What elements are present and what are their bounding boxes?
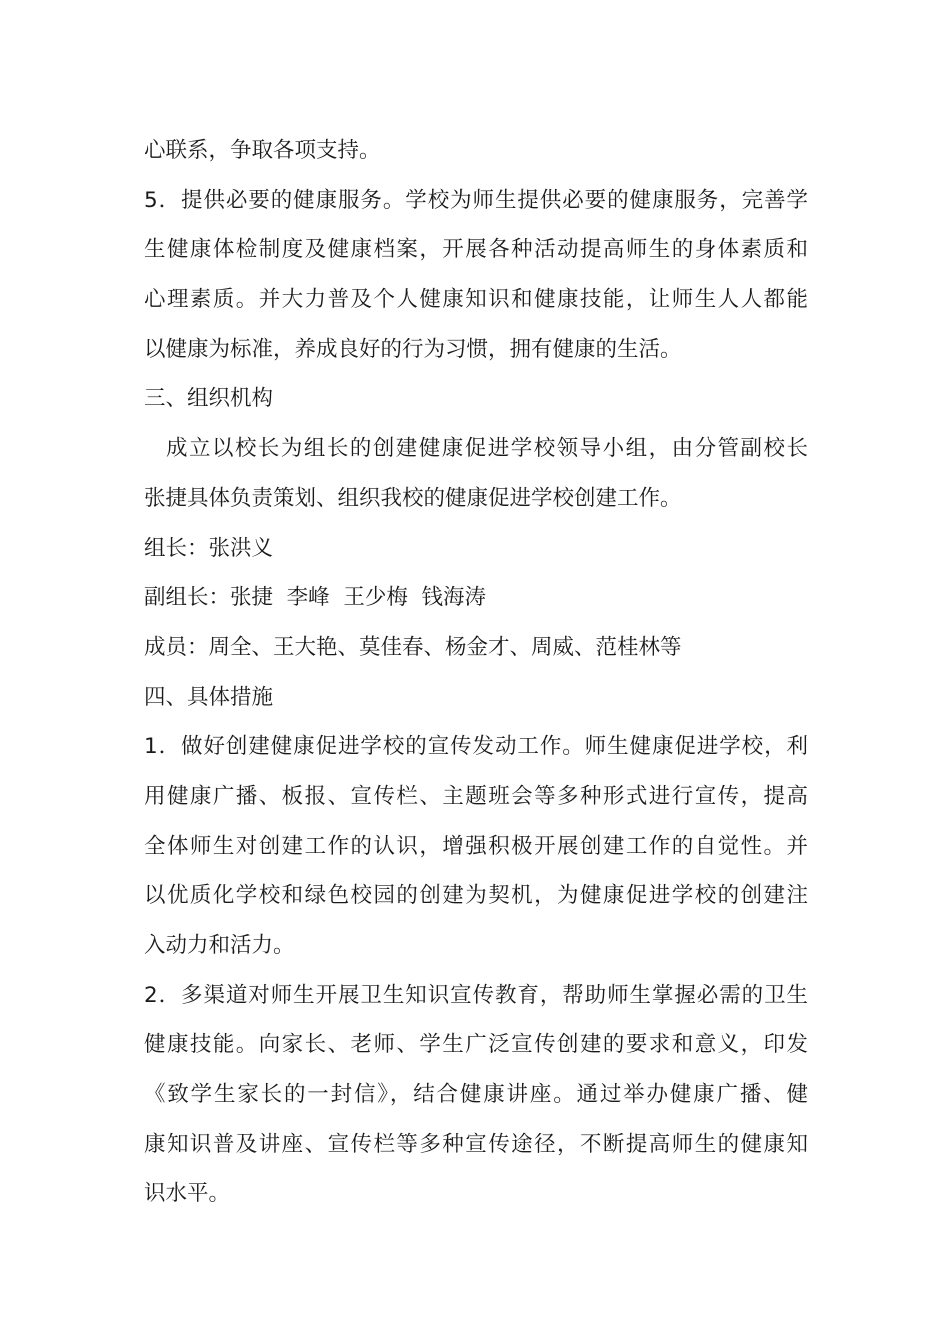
paragraph-line: 成立以校长为组长的创建健康促进学校领导小组，由分管副校长 (166, 436, 808, 462)
paragraph-line: 健康技能。向家长、老师、学生广泛宣传创建的要求和意义，印发 (144, 1032, 808, 1058)
paragraph-line: 心理素质。并大力普及个人健康知识和健康技能，让师生人人都能 (144, 287, 808, 313)
paragraph-line: 1．做好创建健康促进学校的宣传发动工作。师生健康促进学校，利 (144, 734, 808, 760)
paragraph-line: 以健康为标准，养成良好的行为习惯，拥有健康的生活。 (144, 336, 682, 362)
paragraph-line: 5．提供必要的健康服务。学校为师生提供必要的健康服务，完善学 (144, 187, 808, 213)
paragraph-line: 康知识普及讲座、宣传栏等多种宣传途径，不断提高师生的健康知 (144, 1131, 808, 1157)
paragraph-line: 张捷具体负责策划、组织我校的健康促进学校创建工作。 (144, 485, 682, 511)
paragraph-line: 生健康体检制度及健康档案，开展各种活动提高师生的身体素质和 (144, 237, 808, 263)
paragraph-line: 心联系，争取各项支持。 (144, 138, 381, 163)
leader-line: 组长：张洪义 (144, 535, 274, 561)
paragraph-line: 《致学生家长的一封信》，结合健康讲座。通过举办健康广播、健 (144, 1082, 808, 1108)
document-body (144, 126, 808, 1219)
members-line: 成员：周全、王大艳、莫佳春、杨金才、周威、范桂林等 (144, 634, 682, 660)
paragraph-line: 2．多渠道对师生开展卫生知识宣传教育，帮助师生掌握必需的卫生 (144, 982, 808, 1008)
section-heading: 三、组织机构 (144, 386, 274, 412)
section-heading: 四、具体措施 (144, 684, 274, 710)
paragraph-line: 识水平。 (144, 1181, 231, 1207)
paragraph-line: 用健康广播、板报、宣传栏、主题班会等多种形式进行宣传，提高 (144, 783, 808, 809)
paragraph-line: 以优质化学校和绿色校园的创建为契机，为健康促进学校的创建注 (144, 883, 808, 909)
paragraph-line: 全体师生对创建工作的认识，增强积极开展创建工作的自觉性。并 (144, 833, 808, 859)
deputy-leader-line: 副组长：张捷 李峰 王少梅 钱海涛 (144, 585, 487, 611)
paragraph-line: 入动力和活力。 (144, 933, 295, 958)
